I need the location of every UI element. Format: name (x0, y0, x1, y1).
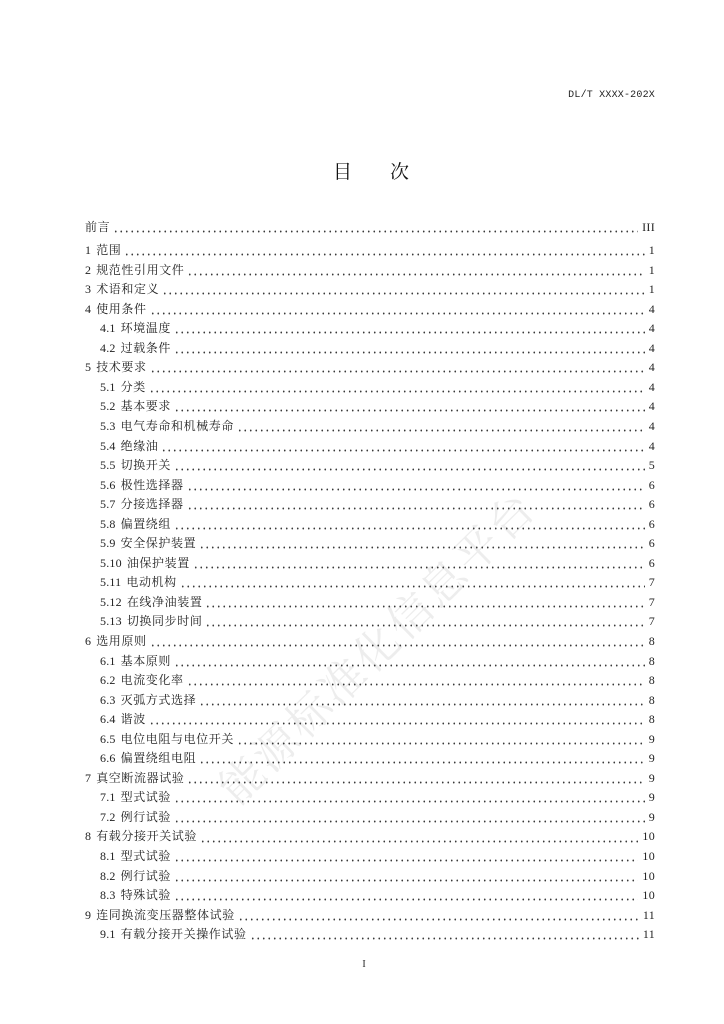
toc-entry-title: 真空断流器试验 (96, 770, 185, 785)
toc-entry-page: 4 (648, 321, 655, 336)
toc-entry-label (85, 358, 147, 378)
toc-entry-page: 4 (648, 340, 655, 355)
toc-entry-label (85, 280, 159, 300)
toc-dot-leader (237, 730, 645, 750)
toc-entry[interactable] (85, 218, 655, 238)
toc-entry[interactable] (85, 827, 655, 847)
toc-entry-number: 5.2 (100, 399, 116, 414)
toc-entry-number: 5.10 (100, 555, 122, 570)
toc-dot-leader (149, 710, 645, 730)
toc-entry-title: 谐波 (120, 712, 146, 727)
toc-entry-number: 7.2 (100, 809, 116, 824)
toc-entry-title: 型式试验 (120, 849, 172, 863)
toc-dot-leader (174, 319, 645, 339)
toc-entry-page: 1 (648, 262, 655, 277)
toc-entry-label (100, 515, 171, 535)
toc-entry[interactable] (85, 808, 655, 828)
toc-entry-label (85, 827, 197, 847)
toc-dot-leader (199, 749, 644, 769)
toc-entry-title: 过载条件 (120, 340, 172, 355)
toc-entry[interactable] (85, 397, 655, 417)
toc-entry-number: 5.6 (100, 477, 116, 492)
toc-dot-leader (174, 886, 638, 906)
toc-dot-leader (200, 827, 638, 847)
toc-entry-page: 10 (642, 868, 655, 883)
toc-entry[interactable] (85, 417, 655, 437)
toc-dot-leader (250, 925, 639, 945)
toc-entry-label (100, 886, 171, 906)
toc-dot-leader (113, 218, 638, 238)
toc-entry[interactable] (85, 515, 655, 535)
toc-entry-title: 规范性引用文件 (96, 262, 185, 277)
toc-entry-page: 1 (648, 282, 655, 297)
toc-dot-leader (150, 358, 645, 378)
toc-entry-title: 基本原则 (120, 653, 172, 668)
toc-entry[interactable] (85, 456, 655, 476)
toc-entry-label (100, 554, 190, 574)
toc-entry-label (100, 925, 247, 945)
toc-entry-page: 7 (648, 594, 655, 609)
toc-dot-leader (238, 906, 639, 926)
toc-entry-page: 7 (648, 575, 655, 590)
toc-entry-title: 在线净油装置 (126, 594, 203, 609)
toc-entry-title: 电位电阻与电位开关 (120, 731, 235, 746)
toc-entry-page: 9 (648, 770, 655, 785)
toc-entry-title: 电流变化率 (120, 673, 184, 688)
toc-entry[interactable] (85, 652, 655, 672)
toc-entry-number: 5.5 (100, 458, 116, 473)
toc-entry-label (100, 788, 171, 808)
toc-entry-number: 5.4 (100, 438, 116, 453)
toc-entry-page: 4 (648, 399, 655, 414)
toc-entry-label (85, 261, 184, 281)
toc-entry-number: 6.2 (100, 673, 116, 688)
toc-entry-page: 7 (648, 614, 655, 629)
toc-entry-title: 术语和定义 (96, 282, 160, 297)
toc-entry-label (100, 339, 171, 359)
toc-entry-title: 有载分接开关试验 (96, 829, 198, 844)
toc-dot-leader (174, 339, 645, 359)
toc-entry-number: 1 (85, 243, 92, 258)
toc-entry-label (100, 671, 184, 691)
toc-entry-number: 4 (85, 301, 92, 316)
toc-entry-label (85, 300, 147, 320)
toc-entry-number: 5.9 (100, 536, 116, 551)
toc-entry-label (85, 769, 184, 789)
toc-entry-number: 7.1 (100, 790, 116, 805)
toc-entry-title: 油保护装置 (126, 555, 190, 570)
toc-entry-number: 4.1 (100, 321, 116, 336)
toc-dot-leader (187, 769, 644, 789)
toc-entry-number: 3 (85, 282, 92, 297)
toc-entry-page: 10 (642, 888, 655, 903)
toc-entry-page: 4 (648, 379, 655, 394)
toc-dot-leader (174, 867, 638, 887)
toc-entry-title: 电动机构 (126, 575, 177, 590)
toc-entry-label (100, 808, 171, 828)
toc-entry[interactable] (85, 554, 655, 574)
toc-entry-page: 6 (648, 516, 655, 531)
toc-entry-page: 8 (648, 692, 655, 707)
toc-entry-page: 8 (648, 633, 655, 648)
toc-dot-leader (174, 652, 645, 672)
toc-entry-title: 例行试验 (120, 809, 172, 824)
toc-entry-number: 8 (85, 829, 92, 844)
toc-entry-label (100, 749, 196, 769)
toc-entry[interactable] (85, 847, 655, 867)
toc-entry-number: 6 (85, 633, 92, 648)
toc-entry-title: 分接选择器 (120, 497, 184, 512)
toc-entry-title: 特殊试验 (120, 888, 172, 903)
toc-dot-leader (237, 417, 645, 437)
toc-entry-page: 6 (648, 536, 655, 551)
toc-entry-label (100, 593, 202, 613)
toc-entry-number: 5.8 (100, 516, 116, 531)
toc-entry-page: 4 (648, 418, 655, 433)
toc-entry-page: 9 (648, 809, 655, 824)
toc-entry-title: 有载分接开关操作试验 (120, 927, 247, 942)
toc-entry-label (85, 241, 121, 261)
toc-entry-page: 8 (648, 712, 655, 727)
page-title: 目 次 (332, 161, 409, 183)
toc-dot-leader (161, 437, 644, 457)
toc-entry-number: 5 (85, 360, 92, 375)
toc-entry-page: 6 (648, 555, 655, 570)
toc-entry[interactable] (85, 573, 655, 593)
toc-entry-page: 4 (648, 301, 655, 316)
toc-entry-label (100, 867, 171, 887)
toc-dot-leader (187, 261, 644, 281)
toc-entry[interactable] (85, 534, 655, 554)
toc-entry-label (100, 612, 202, 632)
toc-entry[interactable] (85, 476, 655, 496)
toc-entry-label (100, 319, 171, 339)
toc-entry-page: 9 (648, 731, 655, 746)
toc-entry-page: III (642, 220, 655, 234)
toc-dot-leader (150, 300, 645, 320)
toc-entry[interactable] (85, 730, 655, 750)
toc-entry[interactable] (85, 769, 655, 789)
toc-dot-leader (162, 280, 644, 300)
document-code: DL/T XXXX-202X (568, 90, 655, 101)
toc-entry-number: 8.2 (100, 868, 116, 883)
toc-entry-title: 范围 (96, 243, 122, 258)
toc-entry-title: 型式试验 (120, 790, 172, 805)
table-of-contents (85, 218, 655, 945)
toc-entry-title: 偏置绕组 (120, 516, 172, 531)
toc-entry-number: 5.3 (100, 418, 116, 433)
toc-entry[interactable] (85, 319, 655, 339)
toc-dot-leader (174, 808, 645, 828)
toc-dot-leader (199, 534, 644, 554)
toc-entry-page: 5 (648, 458, 655, 473)
toc-dot-leader (174, 847, 638, 867)
toc-dot-leader (205, 612, 644, 632)
toc-entry-title: 前言 (85, 220, 111, 234)
toc-dot-leader (174, 456, 645, 476)
toc-entry-label (100, 378, 146, 398)
toc-entry[interactable] (85, 593, 655, 613)
toc-entry-title: 连同换流变压器整体试验 (96, 907, 235, 922)
toc-entry[interactable] (85, 339, 655, 359)
toc-entry-number: 6.6 (100, 751, 116, 766)
toc-entry-label (100, 437, 158, 457)
toc-entry-label (100, 456, 171, 476)
toc-entry[interactable] (85, 612, 655, 632)
toc-entry-title: 偏置绕组电阻 (120, 751, 197, 766)
toc-dot-leader (193, 554, 645, 574)
toc-entry-title: 电气寿命和机械寿命 (120, 418, 235, 433)
toc-dot-leader (187, 476, 645, 496)
toc-entry[interactable] (85, 886, 655, 906)
toc-entry-label (100, 476, 184, 496)
toc-dot-leader (187, 671, 645, 691)
toc-entry[interactable] (85, 749, 655, 769)
toc-dot-leader (149, 378, 645, 398)
toc-entry-page: 4 (648, 360, 655, 375)
toc-entry-title: 安全保护装置 (120, 536, 197, 551)
toc-dot-leader (174, 788, 645, 808)
toc-entry-page: 8 (648, 653, 655, 668)
toc-entry[interactable] (85, 671, 655, 691)
toc-entry-label (100, 417, 234, 437)
footer-page-number: I (362, 959, 366, 970)
toc-entry-label (100, 534, 196, 554)
toc-entry[interactable] (85, 867, 655, 887)
toc-dot-leader (180, 573, 645, 593)
toc-entry-number: 7 (85, 770, 92, 785)
toc-entry-number: 6.4 (100, 712, 116, 727)
toc-entry-number: 9.1 (100, 927, 116, 942)
toc-entry-page: 10 (642, 829, 655, 844)
toc-entry-title: 环境温度 (120, 321, 172, 336)
toc-entry-title: 基本要求 (120, 399, 172, 414)
toc-entry-page: 9 (648, 751, 655, 766)
toc-entry-page: 10 (642, 849, 655, 863)
toc-entry-number: 9 (85, 907, 92, 922)
toc-entry-label (85, 632, 147, 652)
toc-entry[interactable] (85, 437, 655, 457)
toc-entry-title: 灭弧方式选择 (120, 692, 197, 707)
toc-entry-page: 8 (648, 673, 655, 688)
toc-entry-number: 4.2 (100, 340, 116, 355)
toc-entry[interactable] (85, 710, 655, 730)
toc-entry[interactable] (85, 300, 655, 320)
toc-entry-label (85, 906, 235, 926)
toc-entry[interactable] (85, 378, 655, 398)
toc-entry-number: 5.7 (100, 497, 116, 512)
toc-entry-page: 6 (648, 477, 655, 492)
toc-entry-label (100, 573, 177, 593)
toc-entry-number: 8.3 (100, 888, 116, 903)
toc-entry-label (100, 691, 196, 711)
toc-entry[interactable] (85, 632, 655, 652)
toc-entry-number: 6.3 (100, 692, 116, 707)
toc-entry-label (100, 710, 146, 730)
toc-entry[interactable] (85, 495, 655, 515)
toc-dot-leader (174, 515, 645, 535)
toc-dot-leader (187, 495, 645, 515)
toc-entry-label (85, 218, 110, 238)
toc-entry-title: 例行试验 (120, 868, 172, 883)
toc-entry[interactable] (85, 280, 655, 300)
toc-entry-number: 6.5 (100, 731, 116, 746)
toc-entry-label (100, 652, 171, 672)
toc-entry-title: 技术要求 (96, 360, 147, 375)
toc-entry-label (100, 397, 171, 417)
toc-entry-title: 选用原则 (96, 633, 147, 648)
toc-entry-page: 1 (648, 243, 655, 258)
toc-entry-title: 切换开关 (120, 458, 172, 473)
toc-entry-number: 5.11 (100, 575, 122, 590)
toc-entry[interactable] (85, 925, 655, 945)
toc-entry-label (100, 847, 171, 867)
toc-entry-title: 极性选择器 (120, 477, 184, 492)
toc-entry-page: 9 (648, 790, 655, 805)
toc-entry[interactable] (85, 241, 655, 261)
toc-entry-number: 5.13 (100, 614, 122, 629)
toc-entry[interactable] (85, 358, 655, 378)
toc-entry-title: 绝缘油 (120, 438, 159, 453)
toc-entry[interactable] (85, 788, 655, 808)
toc-entry-number: 8.1 (100, 849, 116, 863)
toc-entry-label (100, 495, 184, 515)
toc-entry-title: 切换同步时间 (126, 614, 203, 629)
toc-dot-leader (199, 691, 644, 711)
toc-entry-page: 4 (648, 438, 655, 453)
toc-dot-leader (124, 241, 644, 261)
toc-dot-leader (174, 397, 645, 417)
toc-entry-number: 5.12 (100, 594, 122, 609)
toc-entry[interactable] (85, 261, 655, 281)
toc-entry-label (100, 730, 234, 750)
toc-entry-page: 11 (642, 927, 655, 942)
toc-entry[interactable] (85, 906, 655, 926)
toc-entry-page: 11 (642, 907, 655, 922)
toc-entry-page: 6 (648, 497, 655, 512)
toc-entry-title: 分类 (120, 379, 146, 394)
toc-dot-leader (150, 632, 645, 652)
toc-entry-number: 6.1 (100, 653, 116, 668)
toc-dot-leader (205, 593, 644, 613)
toc-entry-title: 使用条件 (96, 301, 147, 316)
toc-entry-number: 2 (85, 262, 92, 277)
toc-entry[interactable] (85, 691, 655, 711)
toc-entry-number: 5.1 (100, 379, 116, 394)
